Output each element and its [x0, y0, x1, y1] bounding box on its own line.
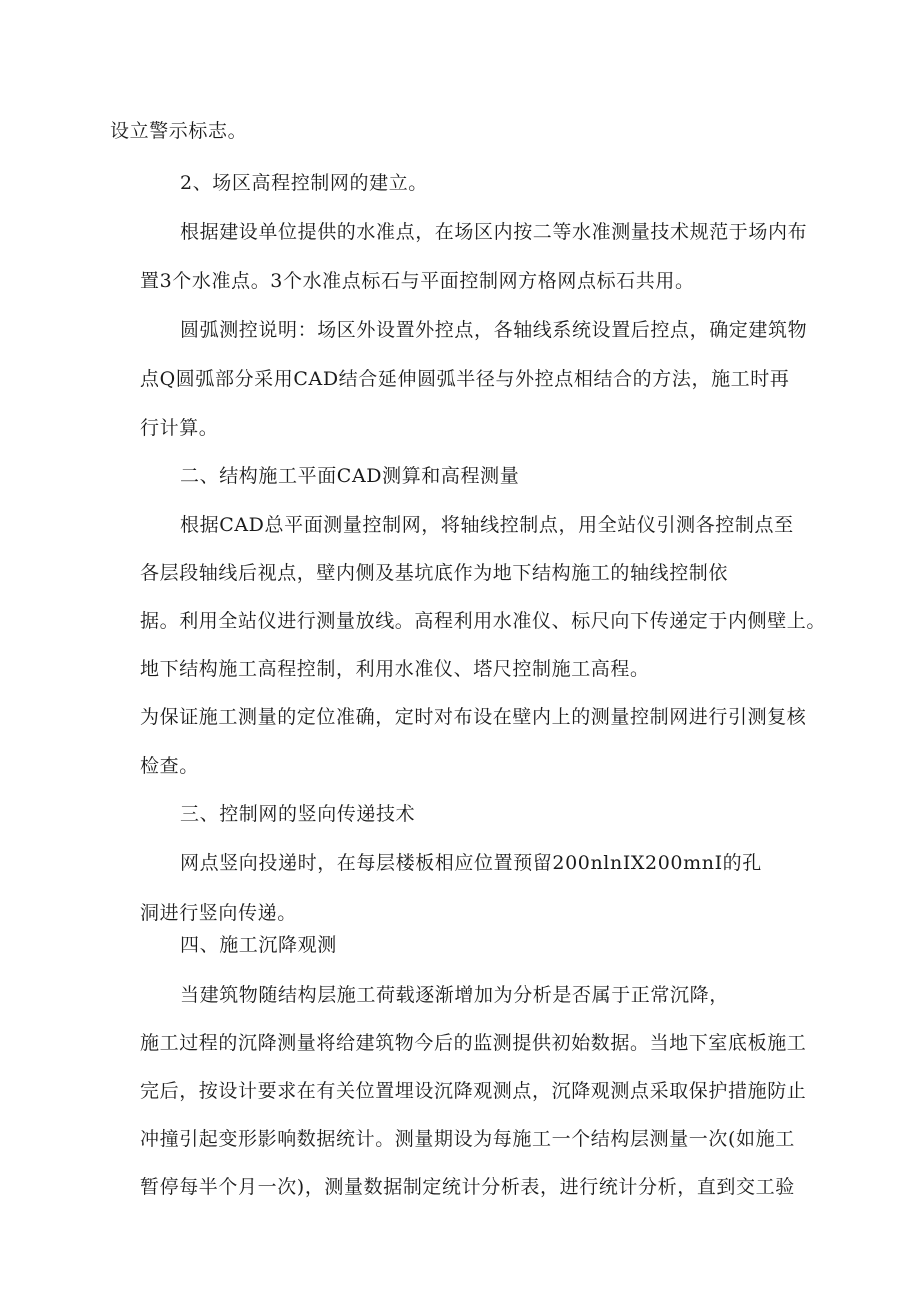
text-line-5: 圆弧测控说明：场区外设置外控点，各轴线系统设置后控点，确定建筑物	[180, 319, 808, 341]
heading-elevation-control-network: 2、场区高程控制网的建立。	[180, 172, 428, 194]
text-line-16: 网点竖向投递时，在每层楼板相应位置预留200nlnIX200mnI的孔	[180, 852, 762, 874]
text-line-17: 洞进行竖向传递。	[140, 902, 297, 924]
text-line-10: 各层段轴线后视点，壁内侧及基坑底作为地下结构施工的轴线控制依	[140, 562, 729, 584]
text-line-21: 完后，按设计要求在有关位置埋设沉降观测点，沉降观测点采取保护措施防止	[140, 1080, 807, 1102]
text-line-1: 设立警示标志。	[110, 120, 248, 142]
text-line-3: 根据建设单位提供的水准点，在场区内按二等水准测量技术规范于场内布	[180, 221, 808, 243]
text-line-22: 冲撞引起变形影响数据统计。测量期设为每施工一个结构层测量一次(如施工	[140, 1128, 795, 1150]
text-line-23: 暂停每半个月一次)，测量数据制定统计分析表，进行统计分析，直到交工验	[140, 1176, 795, 1198]
text-line-19: 当建筑物随结构层施工荷载逐渐增加为分析是否属于正常沉降，	[180, 984, 729, 1006]
text-line-14: 检查。	[140, 755, 199, 777]
text-line-20: 施工过程的沉降测量将给建筑物今后的监测提供初始数据。当地下室底板施工	[140, 1032, 807, 1054]
heading-vertical-transfer: 三、控制网的竖向传递技术	[180, 803, 416, 825]
heading-settlement-observation: 四、施工沉降观测	[180, 934, 337, 956]
text-line-13: 为保证施工测量的定位准确，定时对布设在壁内上的测量控制网进行引测复核	[140, 706, 807, 728]
text-line-9: 根据CAD总平面测量控制网，将轴线控制点，用全站仪引测各控制点至	[180, 514, 794, 536]
heading-structure-cad-survey: 二、结构施工平面CAD测算和高程测量	[180, 465, 520, 487]
text-line-11: 据。利用全站仪进行测量放线。高程利用水准仪、标尺向下传递定于内侧壁上。	[140, 610, 827, 632]
text-line-7: 行计算。	[140, 417, 219, 439]
text-line-6: 点Q圆弧部分采用CAD结合延伸圆弧半径与外控点相结合的方法，施工时再	[140, 368, 790, 390]
text-line-4: 置3个水准点。3个水准点标石与平面控制网方格网点标石共用。	[140, 270, 695, 292]
text-line-12: 地下结构施工高程控制，利用水准仪、塔尺控制施工高程。	[140, 658, 650, 680]
